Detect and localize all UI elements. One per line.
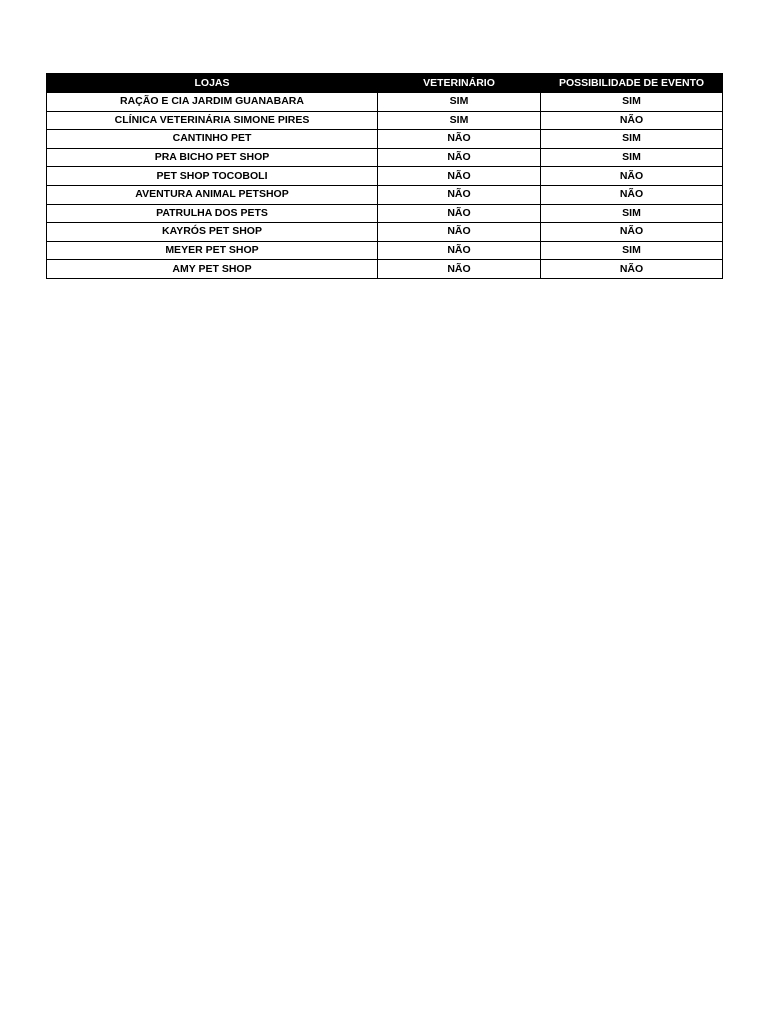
table-row xyxy=(47,223,723,242)
table-body xyxy=(47,93,723,279)
store-name-cell: MEYER PET SHOP xyxy=(47,241,378,260)
table-row xyxy=(47,241,723,260)
veterinario-cell: NÃO xyxy=(378,223,541,242)
evento-cell: SIM xyxy=(541,93,723,112)
store-name-cell: CLÍNICA VETERINÁRIA SIMONE PIRES xyxy=(47,111,378,130)
table-row xyxy=(47,111,723,130)
store-name-cell: AVENTURA ANIMAL PETSHOP xyxy=(47,185,378,204)
store-name-cell: PET SHOP TOCOBOLI xyxy=(47,167,378,186)
table-row xyxy=(47,93,723,112)
evento-cell: SIM xyxy=(541,148,723,167)
evento-cell: SIM xyxy=(541,130,723,149)
table-row xyxy=(47,130,723,149)
table-header xyxy=(47,74,723,93)
header-veterinario: VETERINÁRIO xyxy=(378,74,541,93)
store-name-cell: RAÇÃO E CIA JARDIM GUANABARA xyxy=(47,93,378,112)
veterinario-cell: NÃO xyxy=(378,241,541,260)
table-row xyxy=(47,204,723,223)
store-name-cell: AMY PET SHOP xyxy=(47,260,378,279)
veterinario-cell: NÃO xyxy=(378,204,541,223)
table-row xyxy=(47,148,723,167)
veterinario-cell: SIM xyxy=(378,93,541,112)
evento-cell: NÃO xyxy=(541,223,723,242)
store-name-cell: PATRULHA DOS PETS xyxy=(47,204,378,223)
veterinario-cell: NÃO xyxy=(378,148,541,167)
veterinario-cell: NÃO xyxy=(378,185,541,204)
evento-cell: NÃO xyxy=(541,260,723,279)
header-lojas: LOJAS xyxy=(47,74,378,93)
store-name-cell: CANTINHO PET xyxy=(47,130,378,149)
header-row xyxy=(47,74,723,93)
veterinario-cell: NÃO xyxy=(378,130,541,149)
store-name-cell: KAYRÓS PET SHOP xyxy=(47,223,378,242)
veterinario-cell: NÃO xyxy=(378,260,541,279)
evento-cell: NÃO xyxy=(541,111,723,130)
table-row xyxy=(47,185,723,204)
evento-cell: SIM xyxy=(541,204,723,223)
spreadsheet-page xyxy=(46,73,722,279)
stores-table xyxy=(46,73,723,279)
store-name-cell: PRA BICHO PET SHOP xyxy=(47,148,378,167)
evento-cell: NÃO xyxy=(541,167,723,186)
evento-cell: SIM xyxy=(541,241,723,260)
veterinario-cell: SIM xyxy=(378,111,541,130)
table-row xyxy=(47,260,723,279)
table-row xyxy=(47,167,723,186)
veterinario-cell: NÃO xyxy=(378,167,541,186)
evento-cell: NÃO xyxy=(541,185,723,204)
header-possibilidade-de-evento: POSSIBILIDADE DE EVENTO xyxy=(541,74,723,93)
